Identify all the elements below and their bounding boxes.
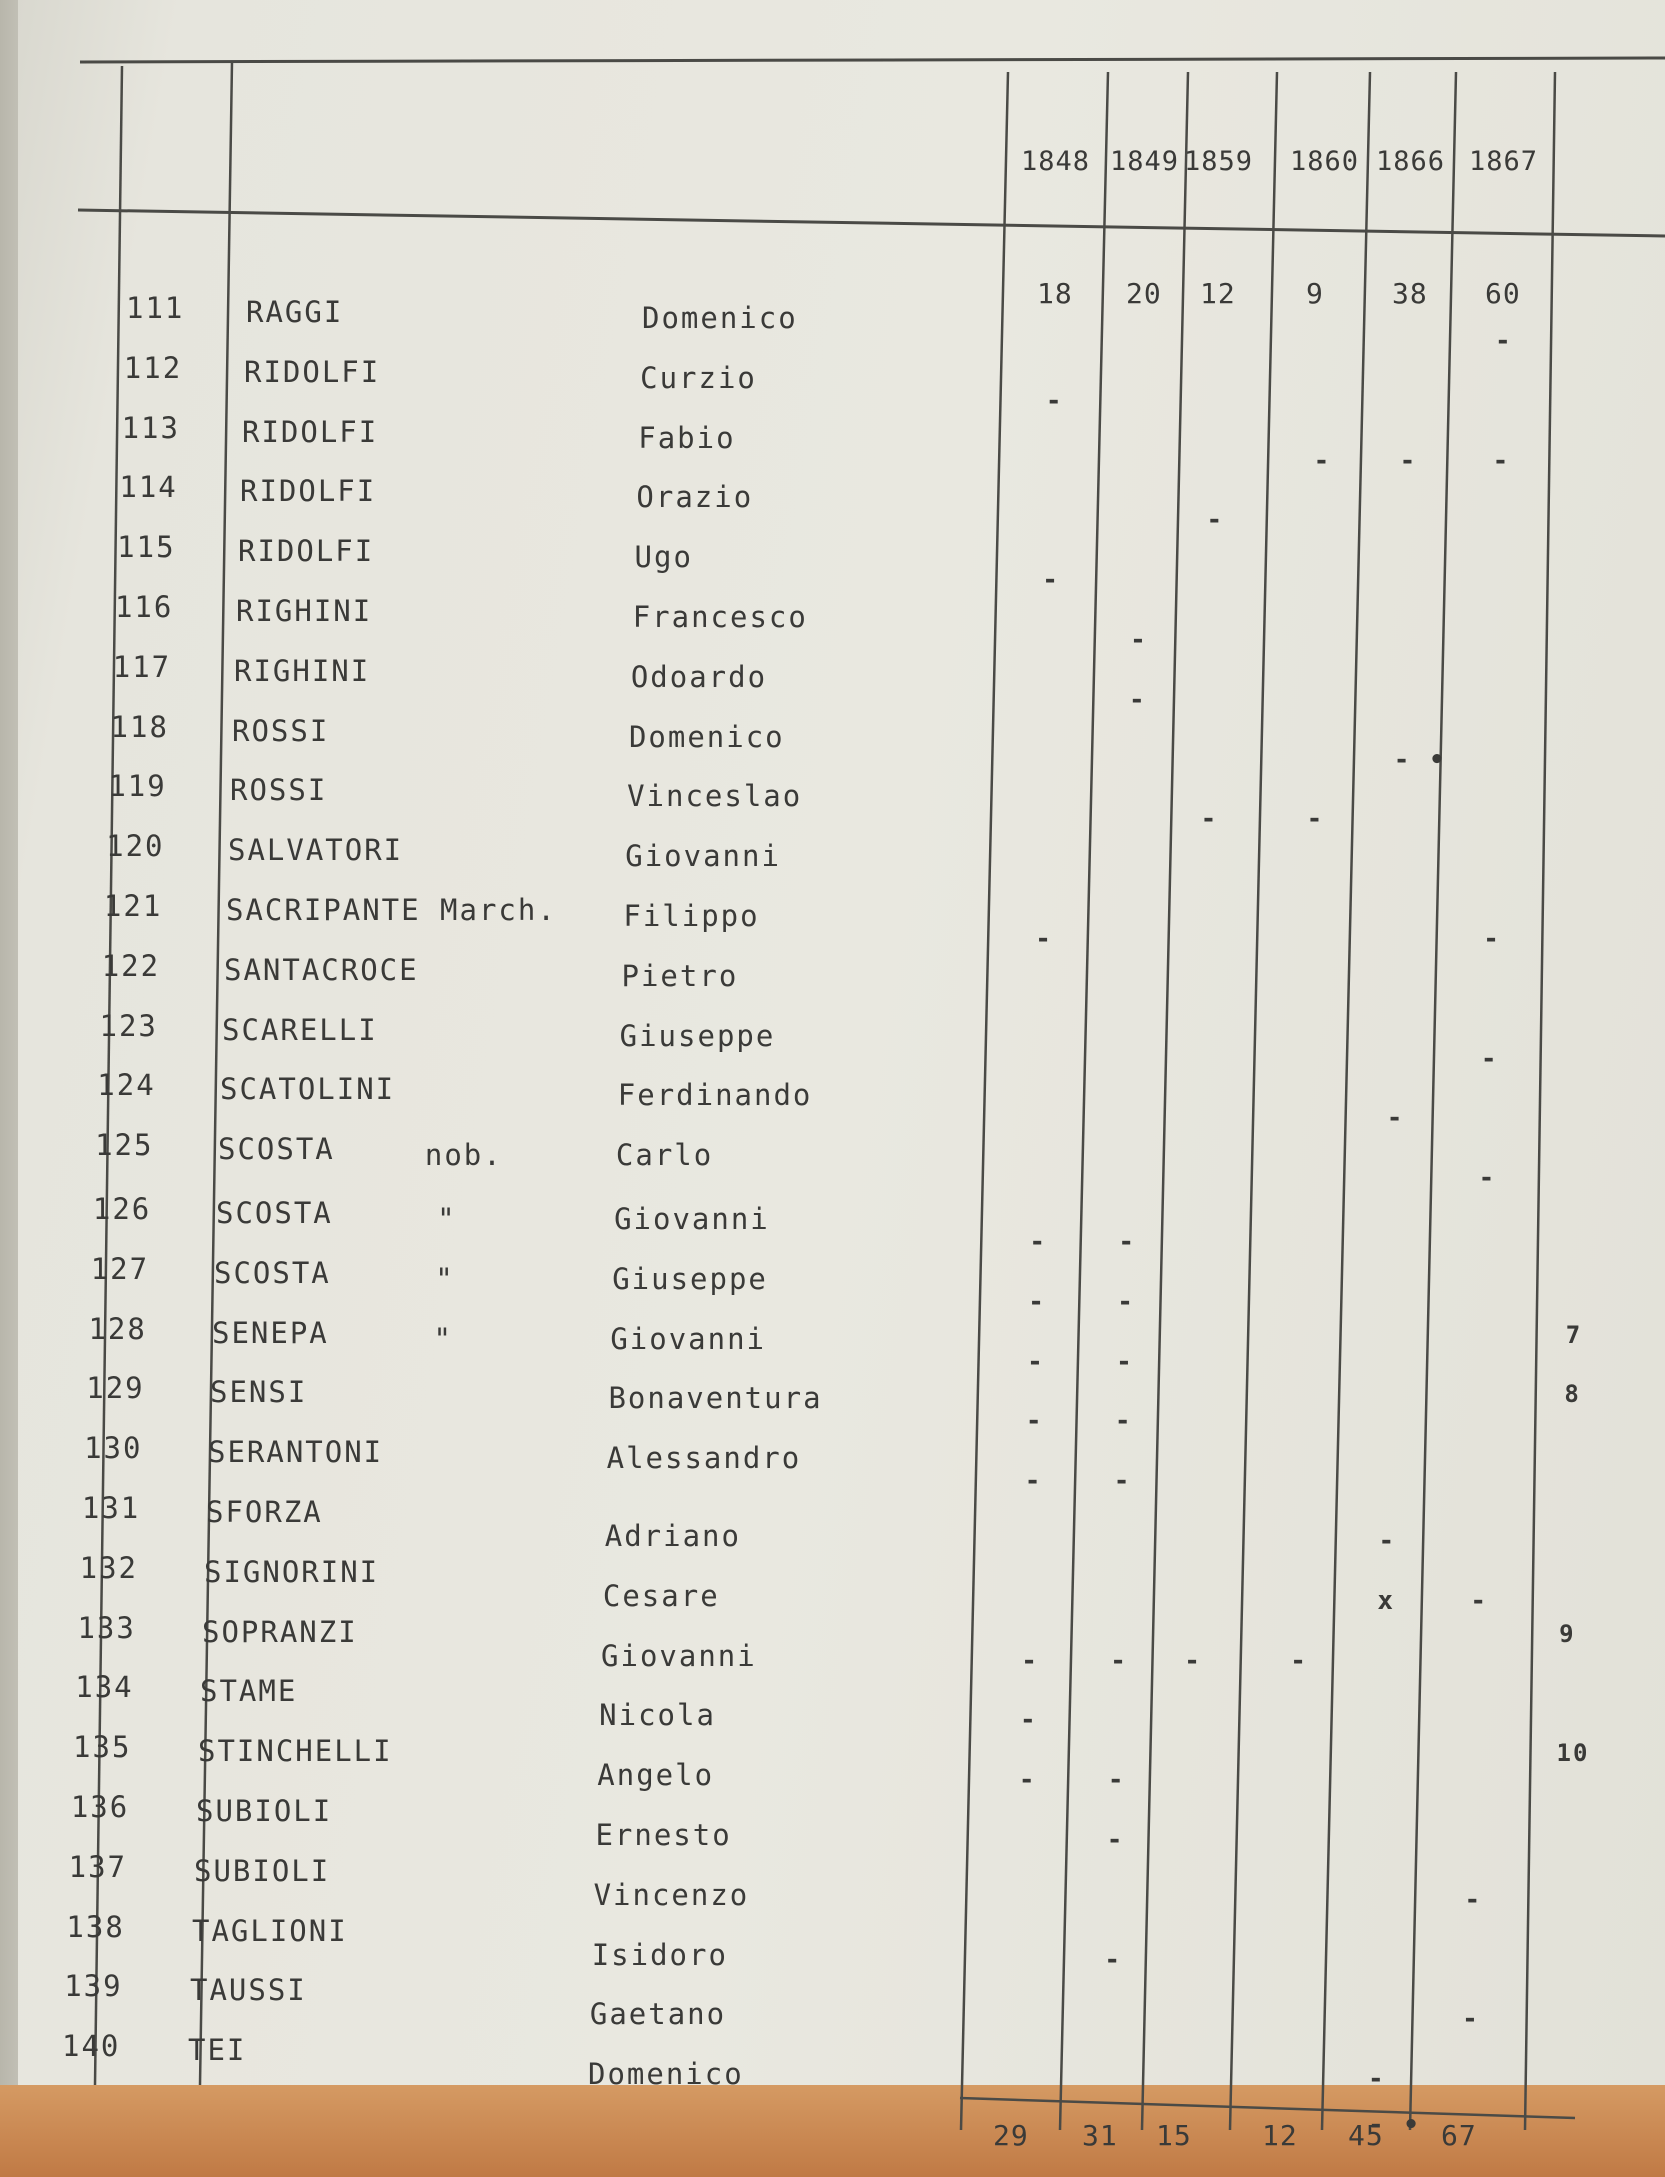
- surname: RIDOLFI: [238, 534, 375, 569]
- header-rule: [78, 210, 1665, 236]
- first-name: Curzio: [640, 360, 757, 395]
- row-number: 116: [114, 590, 174, 624]
- first-name: Gaetano: [589, 1997, 727, 2032]
- row-number: 132: [79, 1550, 139, 1585]
- campaign-mark: -: [1464, 1884, 1483, 1915]
- row-number: 117: [112, 649, 172, 684]
- surname: SENEPA: [212, 1315, 329, 1350]
- title-note: nob.: [424, 1138, 503, 1173]
- campaign-mark: -: [1306, 804, 1325, 835]
- row-number: 121: [103, 889, 163, 923]
- campaign-mark: -: [1290, 1645, 1308, 1676]
- campaign-mark: -: [1025, 1406, 1044, 1437]
- year-header-count: 60: [1485, 277, 1521, 310]
- row-number: 127: [90, 1251, 150, 1286]
- row-number: 135: [73, 1730, 132, 1765]
- title-note: ": [435, 1261, 455, 1296]
- first-name: Angelo: [597, 1758, 715, 1793]
- campaign-mark: -: [1021, 1645, 1039, 1676]
- campaign-mark: -: [1110, 1645, 1128, 1676]
- campaign-mark: -: [1113, 1466, 1132, 1497]
- row-number: 123: [99, 1008, 158, 1043]
- year-column-line: [961, 72, 1008, 2130]
- year-header: 1849: [1110, 146, 1180, 177]
- first-name: Isidoro: [591, 1937, 728, 1972]
- campaign-mark: -: [1378, 1526, 1397, 1556]
- campaign-mark: -: [1018, 1765, 1037, 1796]
- first-name: Ernesto: [595, 1818, 732, 1852]
- first-name: Pietro: [621, 958, 739, 993]
- surname: SFORZA: [206, 1495, 323, 1529]
- year-header-count: 20: [1126, 277, 1162, 310]
- column-total: 15: [1156, 2119, 1192, 2152]
- row-number: 112: [123, 350, 183, 385]
- margin-number: 10: [1556, 1739, 1590, 1768]
- surname: SCATOLINI: [220, 1072, 396, 1107]
- surname: SCOSTA: [214, 1255, 331, 1290]
- year-header-count: 12: [1200, 277, 1236, 310]
- row-number: 120: [106, 829, 165, 864]
- campaign-mark: -: [1462, 2004, 1480, 2035]
- campaign-mark: -: [1029, 1227, 1048, 1257]
- year-column-line: [1230, 72, 1277, 2130]
- campaign-mark: -: [1184, 1645, 1202, 1676]
- surname: SCOSTA: [218, 1132, 335, 1167]
- year-column-line: [1060, 72, 1108, 2130]
- column-total: 45: [1348, 2119, 1384, 2152]
- campaign-mark: -: [1104, 1944, 1122, 1975]
- campaign-mark: -: [1028, 1286, 1046, 1317]
- surname: STAME: [200, 1674, 298, 1709]
- campaign-mark: -: [1368, 2064, 1386, 2095]
- column-total: 31: [1082, 2119, 1118, 2152]
- surname: SCOSTA: [216, 1196, 333, 1230]
- first-name: Bonaventura: [608, 1381, 823, 1416]
- row-number: 124: [97, 1068, 156, 1103]
- campaign-mark: -: [1130, 625, 1148, 655]
- campaign-mark: -: [1117, 1286, 1135, 1317]
- campaign-mark: -: [1128, 684, 1147, 715]
- campaign-mark: -: [1107, 1765, 1126, 1796]
- row-number: 126: [92, 1192, 152, 1226]
- surname: RIDOLFI: [244, 354, 381, 389]
- row-number: 111: [126, 291, 185, 325]
- row-number: 119: [108, 769, 167, 804]
- first-name: Giovanni: [625, 839, 781, 874]
- year-header: 1859: [1184, 146, 1254, 177]
- first-name: Vinceslao: [627, 779, 803, 814]
- surname: SUBIOLI: [194, 1853, 331, 1888]
- row-number: 113: [121, 410, 180, 445]
- campaign-mark: -: [1027, 1346, 1045, 1377]
- year-header-count: 9: [1306, 277, 1324, 310]
- campaign-mark: -: [1045, 385, 1064, 416]
- first-name: Adriano: [604, 1519, 741, 1553]
- year-header: 1867: [1469, 146, 1539, 177]
- first-name: Ferdinando: [617, 1078, 813, 1113]
- row-number: 136: [70, 1790, 130, 1824]
- year-header: 1860: [1290, 146, 1360, 177]
- row-number: 137: [68, 1849, 127, 1884]
- campaign-mark: -: [1024, 1466, 1043, 1497]
- row-number: 115: [117, 530, 176, 565]
- first-name: Vincenzo: [593, 1877, 750, 1912]
- first-name: Carlo: [615, 1138, 714, 1173]
- row-number: 114: [119, 470, 178, 505]
- first-name: Filippo: [623, 899, 760, 933]
- surname: SALVATORI: [228, 833, 404, 868]
- first-name: Domenico: [628, 719, 785, 754]
- first-name: Giuseppe: [619, 1018, 776, 1053]
- campaign-mark: -: [1313, 445, 1332, 476]
- row-number: 125: [95, 1128, 154, 1163]
- first-name: Alessandro: [606, 1441, 802, 1476]
- surname: SENSI: [210, 1375, 308, 1410]
- first-name: Fabio: [638, 420, 736, 455]
- totals-rule: [960, 2098, 1575, 2118]
- surname: SERANTONI: [208, 1435, 384, 1470]
- campaign-mark: -: [1106, 1825, 1125, 1855]
- title-note: ": [437, 1202, 457, 1236]
- surname: RIGHINI: [234, 653, 371, 688]
- margin-number: 9: [1559, 1619, 1576, 1648]
- first-name: Giuseppe: [612, 1261, 768, 1296]
- year-column-line: [1525, 72, 1555, 2130]
- year-header-count: 18: [1037, 277, 1073, 310]
- surname: SOPRANZI: [202, 1614, 358, 1649]
- margin-number: 7: [1565, 1320, 1583, 1349]
- surname: SCARELLI: [222, 1012, 378, 1047]
- first-name: Domenico: [588, 2057, 744, 2092]
- campaign-mark: - •: [1393, 744, 1447, 775]
- campaign-mark: - •: [1368, 2110, 1421, 2141]
- campaign-mark: -: [1035, 924, 1053, 954]
- year-header-count: 38: [1392, 277, 1428, 310]
- surname: ROSSI: [230, 773, 328, 808]
- surname: RIDOLFI: [242, 414, 379, 449]
- first-name: Cesare: [602, 1578, 720, 1613]
- campaign-mark: -: [1116, 1346, 1134, 1377]
- campaign-mark: -: [1206, 505, 1225, 536]
- campaign-mark: -: [1470, 1585, 1489, 1616]
- row-number: 122: [101, 948, 161, 983]
- campaign-mark: -: [1042, 565, 1060, 596]
- first-name: Nicola: [599, 1698, 716, 1733]
- column-total: 12: [1262, 2119, 1298, 2152]
- campaign-mark: -: [1114, 1406, 1133, 1437]
- campaign-mark: -: [1020, 1705, 1038, 1736]
- first-name: Ugo: [634, 540, 693, 575]
- row-number: 131: [81, 1491, 141, 1525]
- campaign-mark: -: [1480, 1043, 1499, 1074]
- first-name: Giovanni: [614, 1202, 770, 1236]
- first-name: Giovanni: [610, 1321, 767, 1356]
- first-name: Giovanni: [601, 1638, 757, 1673]
- year-column-line: [1410, 72, 1456, 2130]
- surname: TAGLIONI: [192, 1913, 348, 1948]
- year-column-line: [1322, 72, 1370, 2130]
- column-total: 67: [1441, 2119, 1477, 2152]
- surname: TAUSSI: [190, 1973, 307, 2008]
- year-header: 1866: [1376, 146, 1446, 177]
- first-name: Domenico: [642, 301, 798, 335]
- surname: RIDOLFI: [240, 474, 377, 509]
- year-header: 1848: [1021, 146, 1091, 177]
- first-name: Francesco: [632, 600, 808, 634]
- campaign-mark: -: [1118, 1227, 1137, 1257]
- surname: STINCHELLI: [198, 1734, 393, 1769]
- row-number: 118: [110, 709, 169, 744]
- surname: TEI: [188, 2033, 247, 2068]
- campaign-mark: -: [1386, 1103, 1405, 1134]
- surname: SUBIOLI: [196, 1794, 333, 1828]
- campaign-mark: -: [1492, 445, 1511, 476]
- row-number: 128: [88, 1311, 147, 1346]
- row-number: 134: [75, 1670, 134, 1705]
- title-note: ": [433, 1321, 453, 1356]
- campaign-mark: -: [1478, 1163, 1497, 1194]
- campaign-mark: -: [1495, 326, 1513, 356]
- row-number: 130: [84, 1431, 143, 1466]
- campaign-mark: -: [1483, 924, 1501, 954]
- surname: RAGGI: [246, 295, 344, 329]
- campaign-mark: -: [1200, 804, 1219, 835]
- row-number: 139: [64, 1969, 123, 2004]
- margin-number: 8: [1564, 1380, 1581, 1409]
- surname: RIGHINI: [236, 594, 373, 628]
- surname: SANTACROCE: [224, 952, 419, 987]
- row-number: 129: [86, 1371, 145, 1406]
- surname: ROSSI: [232, 713, 330, 748]
- row-number: 140: [62, 2029, 121, 2064]
- surname: SIGNORINI: [204, 1554, 380, 1589]
- first-name: Orazio: [636, 480, 754, 515]
- first-name: Odoardo: [630, 659, 768, 694]
- surname: SACRIPANTE March.: [226, 893, 557, 927]
- row-number: 133: [77, 1610, 136, 1645]
- column-total: 29: [993, 2119, 1029, 2152]
- year-column-line: [1142, 72, 1188, 2130]
- row-number: 138: [66, 1909, 125, 1944]
- campaign-mark: x: [1377, 1585, 1396, 1616]
- campaign-mark: -: [1399, 445, 1418, 476]
- top-rule: [80, 58, 1665, 62]
